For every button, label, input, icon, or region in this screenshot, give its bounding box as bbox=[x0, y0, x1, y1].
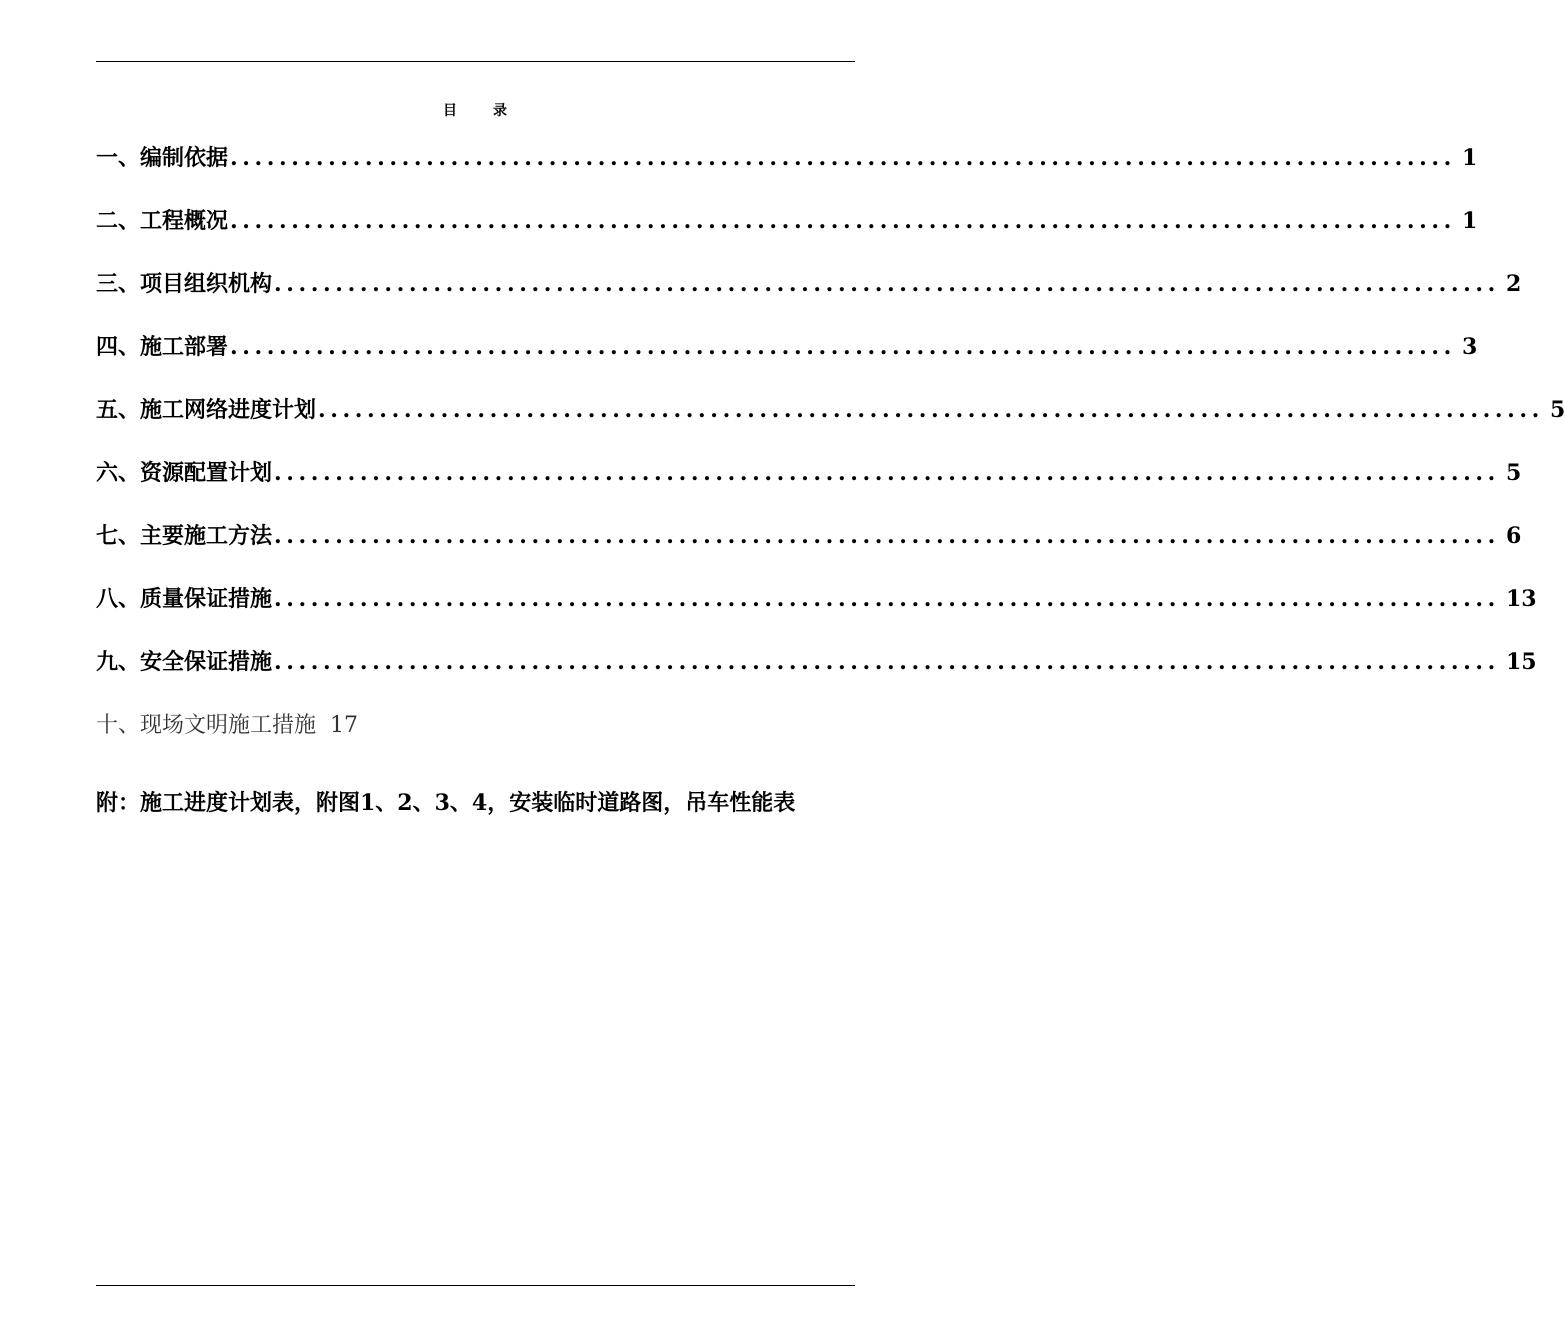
header-rule bbox=[96, 61, 855, 62]
toc-title: 目录 bbox=[443, 103, 543, 119]
dot-leader: .................................................................................................... bbox=[274, 271, 1500, 297]
dot-leader: .................................................................................................... bbox=[274, 586, 1500, 612]
toc-entry-page: 1 bbox=[1461, 145, 1478, 171]
footer-rule bbox=[96, 1285, 855, 1286]
toc-entry-page: 6 bbox=[1505, 523, 1522, 549]
dot-leader: .................................................................................................... bbox=[318, 397, 1544, 423]
toc-entry-label: 八、质量保证措施 bbox=[96, 586, 273, 612]
toc-entry-label: 十、现场文明施工措施 bbox=[96, 713, 317, 738]
toc-entry-label: 六、资源配置计划 bbox=[96, 460, 273, 486]
appendix-note: 附：施工进度计划表，附图1、2、3、4，安装临时道路图，吊车性能表 bbox=[96, 790, 796, 816]
toc-entry-page: 5 bbox=[1549, 397, 1565, 423]
toc-entry-label: 九、安全保证措施 bbox=[96, 649, 273, 675]
dot-leader: .................................................................................................... bbox=[274, 523, 1500, 549]
toc-entry-label: 二、工程概况 bbox=[96, 208, 229, 234]
toc-entry-page: 15 bbox=[1505, 649, 1537, 675]
toc-entry[interactable] bbox=[96, 201, 1478, 241]
dot-leader: .................................................................................................... bbox=[230, 145, 1456, 171]
toc-entry-label: 四、施工部署 bbox=[96, 334, 229, 360]
dot-leader: .................................................................................................... bbox=[230, 208, 1456, 234]
toc-entry-label: 五、施工网络进度计划 bbox=[96, 397, 317, 423]
toc-entry-page: 3 bbox=[1461, 334, 1478, 360]
toc-entry[interactable] bbox=[96, 138, 1478, 178]
toc-entry-page: 17 bbox=[330, 713, 359, 738]
toc-entry[interactable] bbox=[96, 390, 1565, 430]
toc-entry[interactable] bbox=[96, 264, 1522, 304]
toc-entry-label: 三、项目组织机构 bbox=[96, 271, 273, 297]
toc-entry-page: 5 bbox=[1505, 460, 1522, 486]
toc-entry[interactable] bbox=[96, 453, 1522, 493]
toc-entry[interactable] bbox=[96, 579, 1537, 619]
toc-entry[interactable] bbox=[96, 642, 1537, 682]
dot-leader: .................................................................................................... bbox=[274, 460, 1500, 486]
toc-entry-label: 七、主要施工方法 bbox=[96, 523, 273, 549]
toc-entry-page: 1 bbox=[1461, 208, 1478, 234]
dot-leader: .................................................................................................... bbox=[230, 334, 1456, 360]
toc-entry[interactable] bbox=[96, 706, 856, 746]
dot-leader: .................................................................................................... bbox=[274, 649, 1500, 675]
toc-entry[interactable] bbox=[96, 327, 1478, 367]
toc-entry-page: 13 bbox=[1505, 586, 1537, 612]
toc-entry[interactable] bbox=[96, 516, 1522, 556]
toc-entry-label: 一、编制依据 bbox=[96, 145, 229, 171]
toc-entry-page: 2 bbox=[1505, 271, 1522, 297]
